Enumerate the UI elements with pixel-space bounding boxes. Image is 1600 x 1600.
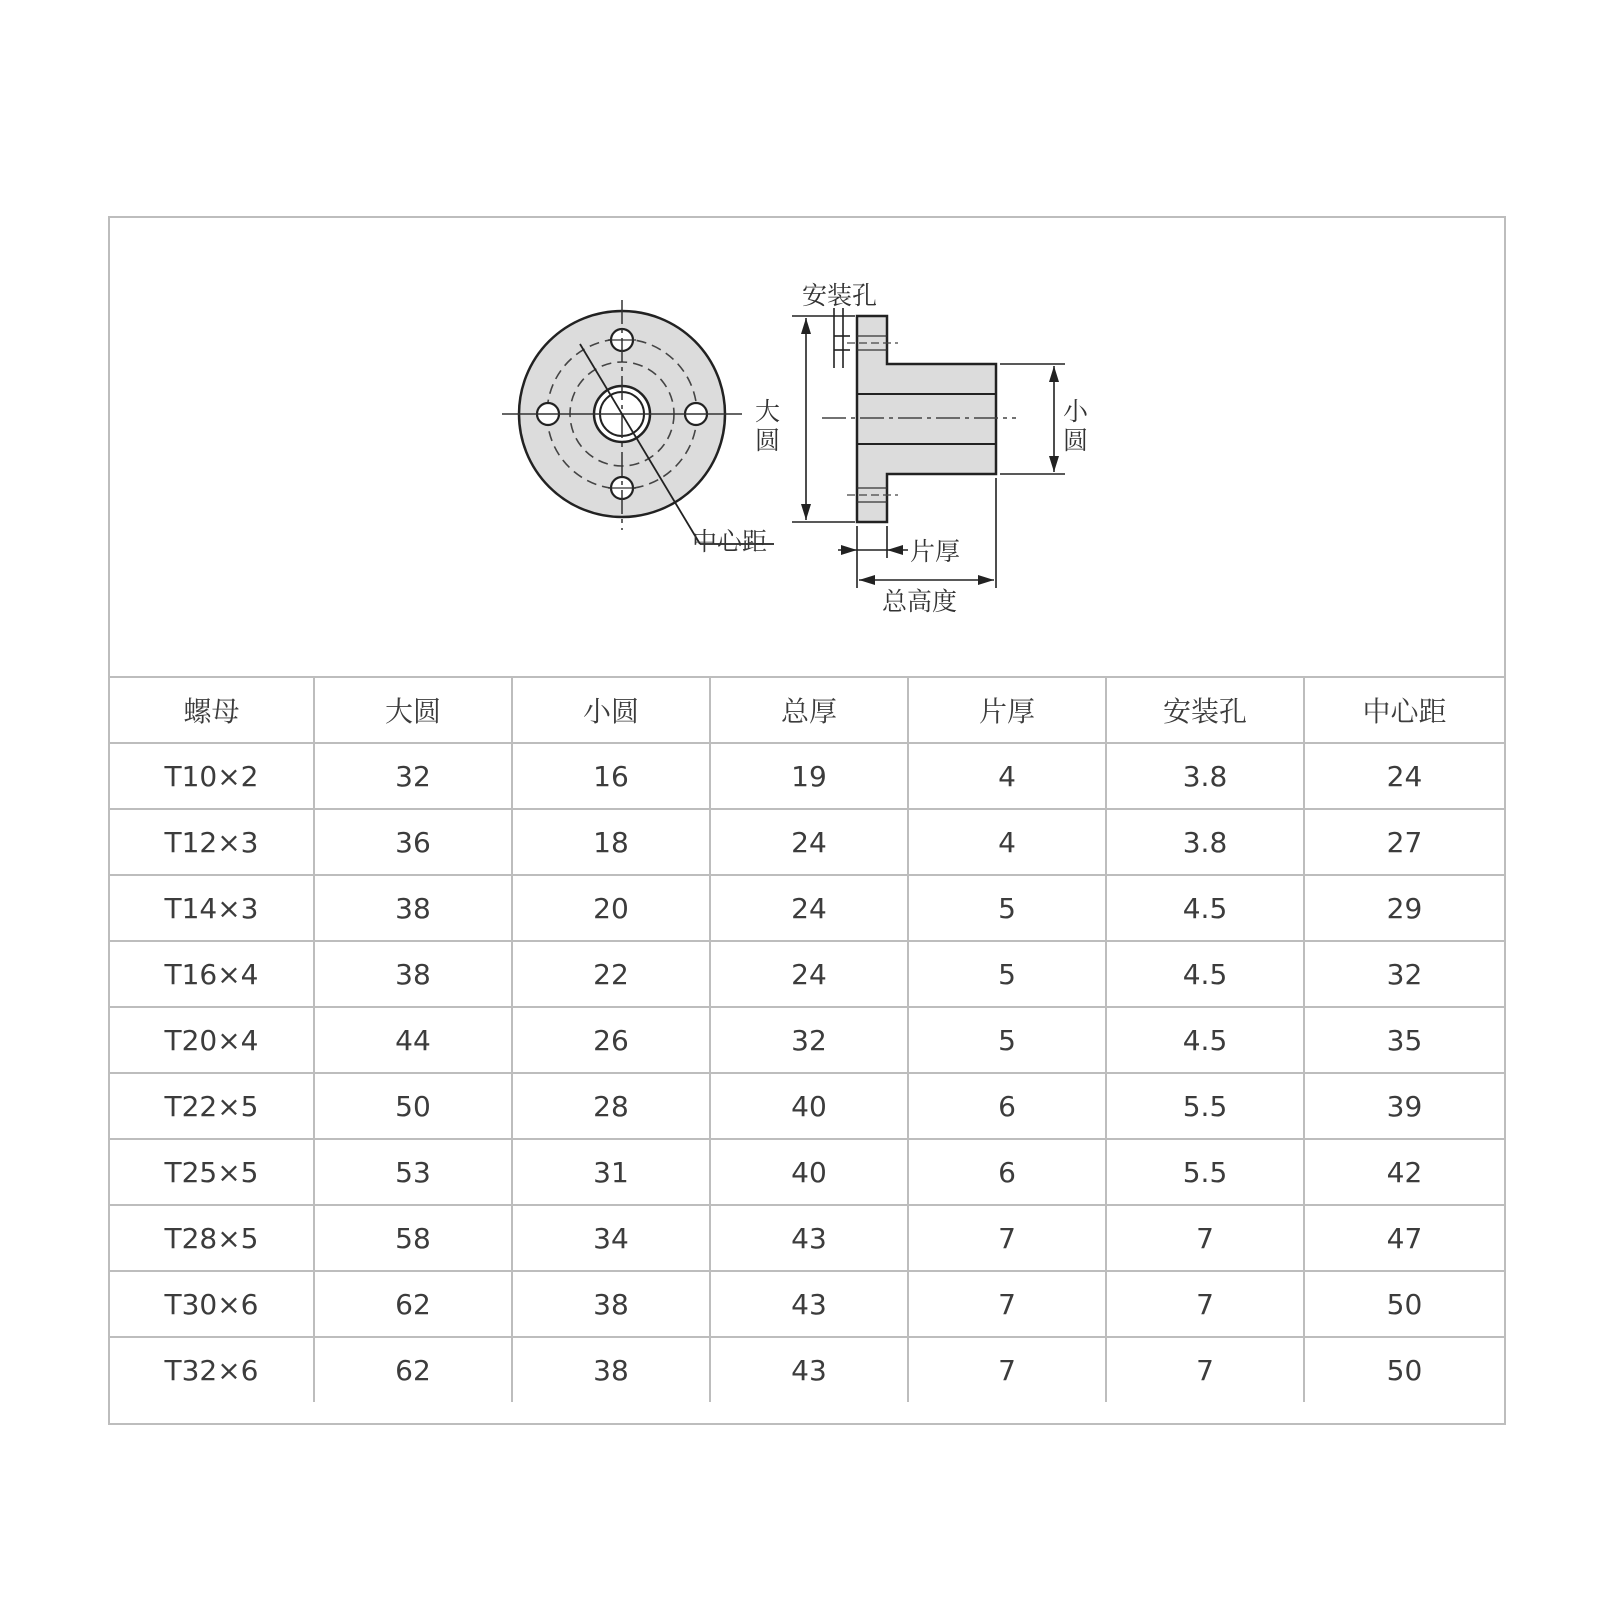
cell-center-distance: 50: [1304, 1337, 1504, 1402]
cell-center-distance: 50: [1304, 1271, 1504, 1337]
spec-table: [110, 676, 1504, 1402]
table-row: [110, 1007, 1504, 1073]
cell-center-distance: 42: [1304, 1139, 1504, 1205]
table-row: [110, 1337, 1504, 1402]
cell-small-circle: 18: [512, 809, 710, 875]
cell-nut: T14×3: [110, 875, 314, 941]
table-row: [110, 1073, 1504, 1139]
cell-nut: T22×5: [110, 1073, 314, 1139]
cell-nut: T20×4: [110, 1007, 314, 1073]
cell-total-thickness: 40: [710, 1139, 908, 1205]
cell-plate-thickness: 4: [908, 743, 1106, 809]
cell-big-circle: 38: [314, 941, 512, 1007]
header-plate-thickness: 片厚: [908, 677, 1106, 743]
cell-small-circle: 38: [512, 1271, 710, 1337]
cell-total-thickness: 43: [710, 1337, 908, 1402]
cell-nut: T32×6: [110, 1337, 314, 1402]
technical-drawing: [110, 218, 1504, 676]
cell-center-distance: 24: [1304, 743, 1504, 809]
cell-total-thickness: 19: [710, 743, 908, 809]
cell-center-distance: 39: [1304, 1073, 1504, 1139]
table-row: [110, 809, 1504, 875]
cell-mount-hole: 3.8: [1106, 743, 1304, 809]
cell-plate-thickness: 7: [908, 1205, 1106, 1271]
cell-total-thickness: 24: [710, 875, 908, 941]
cell-mount-hole: 4.5: [1106, 1007, 1304, 1073]
cell-mount-hole: 4.5: [1106, 941, 1304, 1007]
cell-plate-thickness: 5: [908, 875, 1106, 941]
cell-total-thickness: 24: [710, 941, 908, 1007]
cell-big-circle: 36: [314, 809, 512, 875]
cell-small-circle: 31: [512, 1139, 710, 1205]
cell-nut: T30×6: [110, 1271, 314, 1337]
table-row: [110, 1205, 1504, 1271]
flange-nut-drawing: [110, 218, 1504, 676]
header-nut: 螺母: [110, 677, 314, 743]
cell-total-thickness: 40: [710, 1073, 908, 1139]
cell-big-circle: 62: [314, 1271, 512, 1337]
cell-plate-thickness: 5: [908, 941, 1106, 1007]
table-row: [110, 1139, 1504, 1205]
cell-mount-hole: 7: [1106, 1337, 1304, 1402]
cell-small-circle: 34: [512, 1205, 710, 1271]
label-center-distance: 中心距: [692, 527, 768, 556]
cell-nut: T10×2: [110, 743, 314, 809]
cell-mount-hole: 7: [1106, 1271, 1304, 1337]
table-header-row: [110, 677, 1504, 743]
table-row: [110, 743, 1504, 809]
front-view: [502, 300, 774, 544]
spec-sheet: [108, 216, 1506, 1425]
cell-total-thickness: 32: [710, 1007, 908, 1073]
cell-plate-thickness: 4: [908, 809, 1106, 875]
cell-total-thickness: 43: [710, 1271, 908, 1337]
cell-mount-hole: 7: [1106, 1205, 1304, 1271]
cell-small-circle: 28: [512, 1073, 710, 1139]
cell-small-circle: 22: [512, 941, 710, 1007]
cell-small-circle: 38: [512, 1337, 710, 1402]
cell-plate-thickness: 6: [908, 1139, 1106, 1205]
cell-small-circle: 26: [512, 1007, 710, 1073]
cell-plate-thickness: 7: [908, 1337, 1106, 1402]
cell-big-circle: 32: [314, 743, 512, 809]
label-small-circle: 小圆: [1059, 398, 1089, 456]
header-total-thickness: 总厚: [710, 677, 908, 743]
cell-plate-thickness: 6: [908, 1073, 1106, 1139]
cell-big-circle: 62: [314, 1337, 512, 1402]
cell-small-circle: 16: [512, 743, 710, 809]
label-big-circle: 大圆: [751, 398, 781, 456]
cell-center-distance: 29: [1304, 875, 1504, 941]
cell-total-thickness: 43: [710, 1205, 908, 1271]
cell-center-distance: 47: [1304, 1205, 1504, 1271]
table-row: [110, 875, 1504, 941]
cell-nut: T28×5: [110, 1205, 314, 1271]
label-mount-hole: 安装孔: [802, 281, 878, 310]
cell-center-distance: 32: [1304, 941, 1504, 1007]
cell-mount-hole: 4.5: [1106, 875, 1304, 941]
cell-small-circle: 20: [512, 875, 710, 941]
cell-big-circle: 58: [314, 1205, 512, 1271]
cell-plate-thickness: 7: [908, 1271, 1106, 1337]
cell-center-distance: 27: [1304, 809, 1504, 875]
label-plate-thickness: 片厚: [910, 537, 961, 566]
header-mount-hole: 安装孔: [1106, 677, 1304, 743]
header-small-circle: 小圆: [512, 677, 710, 743]
header-center-distance: 中心距: [1304, 677, 1504, 743]
table-row: [110, 941, 1504, 1007]
cell-big-circle: 50: [314, 1073, 512, 1139]
side-view: [822, 316, 1016, 522]
header-big-circle: 大圆: [314, 677, 512, 743]
cell-nut: T16×4: [110, 941, 314, 1007]
cell-mount-hole: 5.5: [1106, 1073, 1304, 1139]
table-row: [110, 1271, 1504, 1337]
cell-nut: T25×5: [110, 1139, 314, 1205]
cell-mount-hole: 3.8: [1106, 809, 1304, 875]
cell-mount-hole: 5.5: [1106, 1139, 1304, 1205]
cell-big-circle: 44: [314, 1007, 512, 1073]
cell-big-circle: 38: [314, 875, 512, 941]
cell-big-circle: 53: [314, 1139, 512, 1205]
cell-nut: T12×3: [110, 809, 314, 875]
label-total-height: 总高度: [882, 587, 958, 616]
cell-center-distance: 35: [1304, 1007, 1504, 1073]
cell-plate-thickness: 5: [908, 1007, 1106, 1073]
cell-total-thickness: 24: [710, 809, 908, 875]
